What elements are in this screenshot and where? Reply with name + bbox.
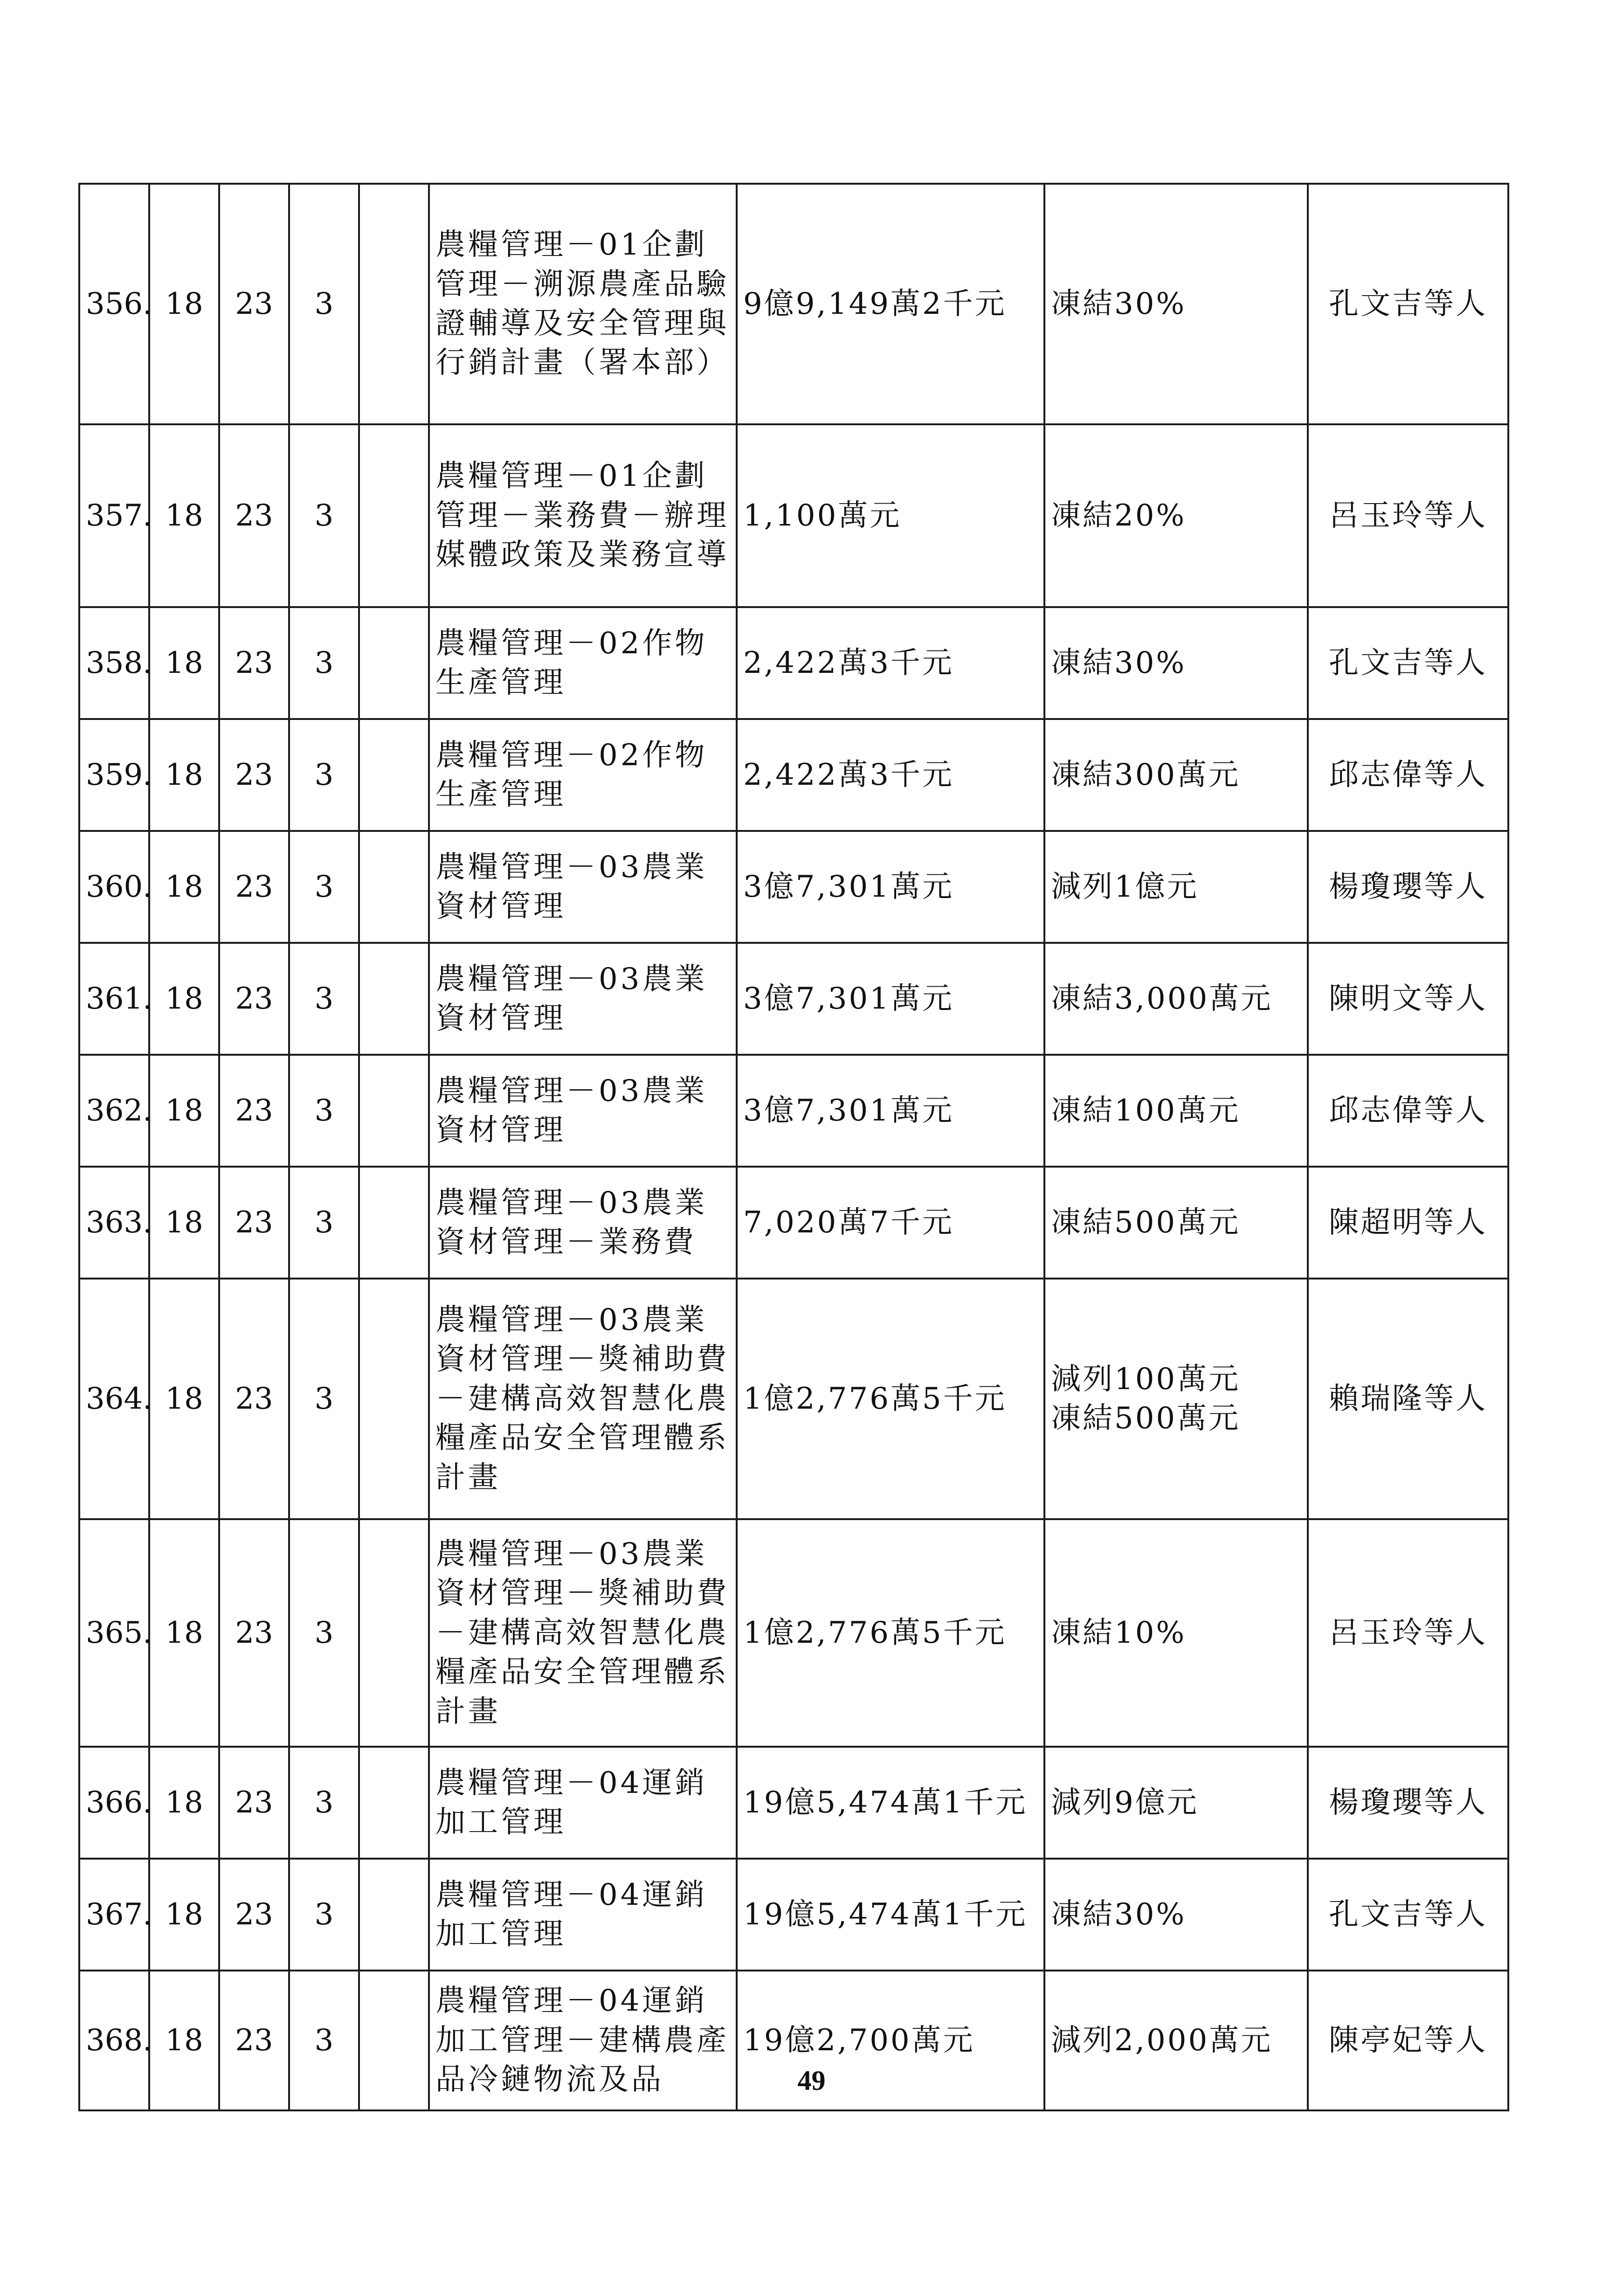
code-2: 23 [219,1971,289,2110]
code-4 [359,1279,429,1519]
row-number: 366. [79,1747,149,1859]
budget-amount: 9億9,149萬2千元 [737,184,1044,424]
code-2: 23 [219,1167,289,1279]
budget-item: 農糧管理－04運銷加工管理 [429,1747,737,1859]
proposer: 陳明文等人 [1308,943,1508,1055]
code-1: 18 [149,831,219,943]
proposed-action [1044,831,1308,943]
proposer: 邱志偉等人 [1308,1055,1508,1167]
proposer: 孔文吉等人 [1308,1859,1508,1971]
code-1: 18 [149,1279,219,1519]
proposer: 楊瓊瓔等人 [1308,1747,1508,1859]
table-row [79,719,1508,831]
table-row [79,184,1508,424]
budget-item: 農糧管理－03農業資材管理－業務費 [429,1167,737,1279]
code-3: 3 [289,831,359,943]
action-text-2: 凍結500萬元 [1051,1401,1241,1436]
budget-amount: 2,422萬3千元 [737,607,1044,719]
budget-item: 農糧管理－02作物生產管理 [429,719,737,831]
code-1: 18 [149,1747,219,1859]
row-number: 364. [79,1279,149,1519]
row-number: 367. [79,1859,149,1971]
code-3: 3 [289,424,359,607]
proposer: 呂玉玲等人 [1308,1519,1508,1747]
code-4 [359,719,429,831]
action-text: 凍結30% [1051,645,1187,680]
budget-item: 農糧管理－01企劃管理－業務費－辦理媒體政策及業務宣導 [429,424,737,607]
code-3: 3 [289,1971,359,2110]
code-1: 18 [149,184,219,424]
code-3: 3 [289,1859,359,1971]
code-1: 18 [149,943,219,1055]
row-number: 365. [79,1519,149,1747]
proposer: 邱志偉等人 [1308,719,1508,831]
code-1: 18 [149,607,219,719]
code-1: 18 [149,1519,219,1747]
table-row [79,1519,1508,1747]
row-number: 360. [79,831,149,943]
code-1: 18 [149,1167,219,1279]
row-number: 358. [79,607,149,719]
table-row [79,1167,1508,1279]
code-3: 3 [289,1055,359,1167]
budget-amount: 2,422萬3千元 [737,719,1044,831]
budget-amount: 19億5,474萬1千元 [737,1747,1044,1859]
action-text: 凍結10% [1051,1615,1187,1650]
code-3: 3 [289,1747,359,1859]
action-text: 減列1億元 [1051,869,1199,904]
code-3: 3 [289,943,359,1055]
proposer: 呂玉玲等人 [1308,424,1508,607]
action-text: 凍結30% [1051,286,1187,321]
proposed-action [1044,1859,1308,1971]
table-row [79,1859,1508,1971]
budget-amount: 3億7,301萬元 [737,1055,1044,1167]
code-2: 23 [219,1859,289,1971]
proposed-action [1044,1747,1308,1859]
action-text: 減列2,000萬元 [1051,2023,1273,2058]
proposed-action [1044,1279,1308,1519]
table-row [79,1055,1508,1167]
proposer: 孔文吉等人 [1308,184,1508,424]
code-2: 23 [219,831,289,943]
code-2: 23 [219,607,289,719]
code-3: 3 [289,1519,359,1747]
proposed-action [1044,424,1308,607]
code-3: 3 [289,184,359,424]
code-3: 3 [289,719,359,831]
table-row [79,1747,1508,1859]
code-4 [359,943,429,1055]
proposed-action [1044,1167,1308,1279]
budget-item: 農糧管理－03農業資材管理 [429,831,737,943]
page-number: 49 [797,2065,826,2096]
code-2: 23 [219,943,289,1055]
budget-amount: 1億2,776萬5千元 [737,1279,1044,1519]
action-text: 凍結3,000萬元 [1051,981,1273,1016]
code-2: 23 [219,719,289,831]
table-row [79,831,1508,943]
proposed-action [1044,719,1308,831]
code-2: 23 [219,1055,289,1167]
budget-item: 農糧管理－03農業資材管理 [429,1055,737,1167]
code-4 [359,831,429,943]
code-4 [359,1167,429,1279]
action-text: 凍結500萬元 [1051,1205,1241,1240]
budget-amount: 1億2,776萬5千元 [737,1519,1044,1747]
budget-amount: 3億7,301萬元 [737,943,1044,1055]
code-3: 3 [289,1167,359,1279]
code-1: 18 [149,1055,219,1167]
proposer: 陳亭妃等人 [1308,1971,1508,2110]
budget-item: 農糧管理－04運銷加工管理－建構農產品冷鏈物流及品 [429,1971,737,2110]
code-4 [359,607,429,719]
code-4 [359,184,429,424]
code-1: 18 [149,1859,219,1971]
action-text: 凍結30% [1051,1897,1187,1932]
row-number: 359. [79,719,149,831]
proposed-action [1044,943,1308,1055]
code-1: 18 [149,424,219,607]
code-1: 18 [149,719,219,831]
proposer: 陳超明等人 [1308,1167,1508,1279]
code-3: 3 [289,607,359,719]
action-text: 凍結100萬元 [1051,1093,1241,1128]
proposed-action [1044,1519,1308,1747]
code-4 [359,1747,429,1859]
proposed-action [1044,184,1308,424]
budget-item: 農糧管理－01企劃管理－溯源農產品驗證輔導及安全管理與行銷計畫（署本部） [429,184,737,424]
budget-amount: 1,100萬元 [737,424,1044,607]
code-4 [359,1055,429,1167]
code-4 [359,1859,429,1971]
code-4 [359,1519,429,1747]
budget-item: 農糧管理－04運銷加工管理 [429,1859,737,1971]
budget-amount: 19億2,700萬元 [737,1971,1044,2110]
table-row [79,607,1508,719]
proposed-action [1044,1055,1308,1167]
code-2: 23 [219,424,289,607]
row-number: 356. [79,184,149,424]
code-3: 3 [289,1279,359,1519]
budget-amount: 3億7,301萬元 [737,831,1044,943]
proposer: 楊瓊瓔等人 [1308,831,1508,943]
code-2: 23 [219,1747,289,1859]
budget-item: 農糧管理－03農業資材管理－獎補助費－建構高效智慧化農糧產品安全管理體系計畫 [429,1519,737,1747]
table-row [79,1279,1508,1519]
row-number: 362. [79,1055,149,1167]
code-1: 18 [149,1971,219,2110]
budget-item: 農糧管理－03農業資材管理 [429,943,737,1055]
row-number: 357. [79,424,149,607]
action-text: 凍結20% [1051,498,1187,533]
table-row [79,424,1508,607]
action-text: 減列100萬元 [1051,1362,1241,1397]
code-4 [359,424,429,607]
proposer: 孔文吉等人 [1308,607,1508,719]
code-2: 23 [219,1279,289,1519]
row-number: 368. [79,1971,149,2110]
row-number: 363. [79,1167,149,1279]
budget-item: 農糧管理－02作物生產管理 [429,607,737,719]
action-text: 減列9億元 [1051,1785,1199,1820]
code-2: 23 [219,184,289,424]
proposer: 賴瑞隆等人 [1308,1279,1508,1519]
budget-table [78,183,1509,2111]
action-text: 凍結300萬元 [1051,757,1241,792]
budget-amount: 19億5,474萬1千元 [737,1859,1044,1971]
budget-item: 農糧管理－03農業資材管理－獎補助費－建構高效智慧化農糧產品安全管理體系計畫 [429,1279,737,1519]
code-2: 23 [219,1519,289,1747]
table-row [79,943,1508,1055]
budget-amount: 7,020萬7千元 [737,1167,1044,1279]
proposed-action [1044,607,1308,719]
row-number: 361. [79,943,149,1055]
